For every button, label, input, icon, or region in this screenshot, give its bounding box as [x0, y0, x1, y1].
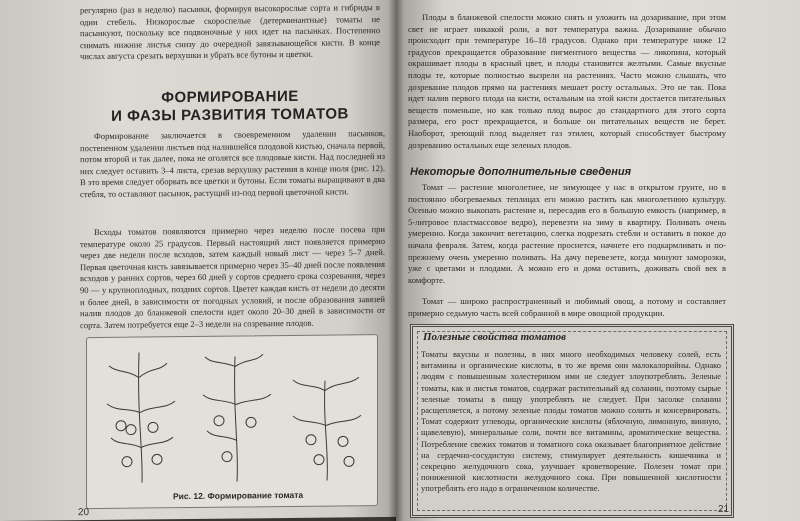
info-box-benefits: [410, 324, 734, 518]
page-number-left: 20: [78, 507, 90, 519]
section-heading-line2: И ФАЗЫ РАЗВИТИЯ ТОМАТОВ: [111, 105, 349, 125]
info-box-text: Томаты вкусны и полезны, в них много необходимых человеку солей, есть витамины и органические кислоты, в то же время они малокалорийны. Однако людям с повышенным холестерином ими не следует злоупотреблять. Зеленые томаты, как и листья томатов, содержат растительный яд соланин, поэтому сырые зеленые томаты в пищу употреблять не следует. При засолке соланин расщепляется, а потому зеленые плоды томатов можно солить и консервировать. Томат содержит углеводы, органические кислоты (яблочную, лимонную, винную, щавелевую), минеральные соли, почти все витамины, ароматические вещества. Потребление свежих томатов и томатного сока оказывает благоприятное действие на сердечно-сосудистую систему, стимулирует деятельность кишечника и секрецию желудочного сока, улучшает кроветворение. Полезен томат при пониженной кислотности желудочного сока. При повышенной кислотности употреблять его надо в ограниченном количестве.: [421, 350, 721, 494]
right-page: [396, 0, 800, 521]
subheading-additional-info: Некоторые дополнительные сведения: [410, 166, 632, 178]
intro-paragraph: регулярно (раз в неделю) пасынки, формируя высокорослые сорта и гибриды в один стебель. Низкорослые скороспелые (детерминантные) томаты не пасынкуют, поскольку все подвоночные у них идет на пасынках. Постепенно снимать нижние листья снизу до очередной завязывающейся кисти. В конце числах августа срезать верхушки и убрать все бутоны и цветки.: [80, 2, 380, 62]
page-number-right: 21: [718, 504, 730, 515]
paragraph-perennial: Томат — растение многолетнее, не зимующее у нас в открытом грунте, но в постоянно обогреваемых теплицах его можно растить как многолетнюю культуру. Осенью можно выкопать растение и, пересадив его в большую емкость (например, в 5-литровое пластмассовое ведро), перевезти на зиму в квартиру. Поливать очень умеренно. Когда закончит вегетацию, слегка подрезать стебли и оставить в покое до начала февраля. Затем, когда растение проснется, начнете его подкармливать и по-прежнему очень умеренно поливать. На дачу перевезете, когда минуют заморозки, уже с цветами и плодами. А можно его и дома оставить, доживать свой век в комфорте.: [408, 182, 726, 285]
book-spine-shadow: [388, 0, 404, 521]
paragraph-formation: Формирование заключается в своевременном удалении пасынков, постепенном удалении листьев под налившейся плодовой кистью, сначала первой, потом второй и так далее, пока не оголятся все плодовые кисти. Над последней из них следует оставить 3–4 листа, срезав верхушку растения в конце июля (рис. 12). В это время следует оборвать все цветки и бутоны. Если томаты выращивают в два стебля, то оставляют пасынок, растущий из-под первой цветочной кисти.: [80, 127, 385, 200]
paragraph-phases: Всходы томатов появляются примерно через неделю после посева при температуре около 25 градусов. Первый настоящий лист появляется примерно через две недели после всходов, затем каждый новый лист — через 5–7 дней. Первая цветочная кисть завязывается примерно через 35–40 дней после появления всходов у ранних сортов, через 60 дней у сортов среднего срока созревания, через 90 — у крупноплодных, поздних сортов. Цветет каждая кисть от недели до десяти и более дней, в зависимости от погодных условий, и после образования завязей налив плодов до бланжевой спелости идет около 20–30 дней в зависимости от сорта. Затем потребуется еще 2–3 недели на созревание плодов.: [80, 223, 385, 330]
tomato-plants-illustration: [87, 335, 377, 488]
info-box-title: Полезные свойства томатов: [423, 331, 566, 343]
section-heading-line1: ФОРМИРОВАНИЕ: [161, 87, 299, 107]
left-page: [0, 0, 396, 521]
figure-caption: Рис. 12. Формирование томата: [173, 489, 304, 502]
paragraph-ripening: Плоды в бланжевой спелости можно снять и уложить на дозаривание, при этом свет не играет никакой роли, а вот температура важна. Дозаривание обычно происходит при температуре 16–18 градусов. Однако при температуре ниже 12 градусов прекращается образование пигментного вещества — ликопина, который окрашивает плоды в красный цвет, и плоды становятся желтыми. Самые вкусные плоды те, которые полностью вызрели на растениях. Часто можно слышать, что дозревание плодов прямо на растениях мешает росту остальных. Это не так. Пока идет налив первого плода на кисти, остальным на этой кисти достается питательных веществ поменьше, но как только плод вырос до стандартного для этого сорта размера, его рост прекращается, и больше он питательных веществ не берет. Наоборот, зреющий плод выделяет газ этилен, который способствует быстрому дозреванию остальных еще зеленых плодов.: [408, 12, 726, 150]
paragraph-popularity: Томат — широко распространенный и любимый овощ, а потому и составляет примерно седьмую часть всей собранной в мире овощной продукции.: [408, 296, 726, 318]
figure-tomato-formation: [86, 334, 378, 509]
